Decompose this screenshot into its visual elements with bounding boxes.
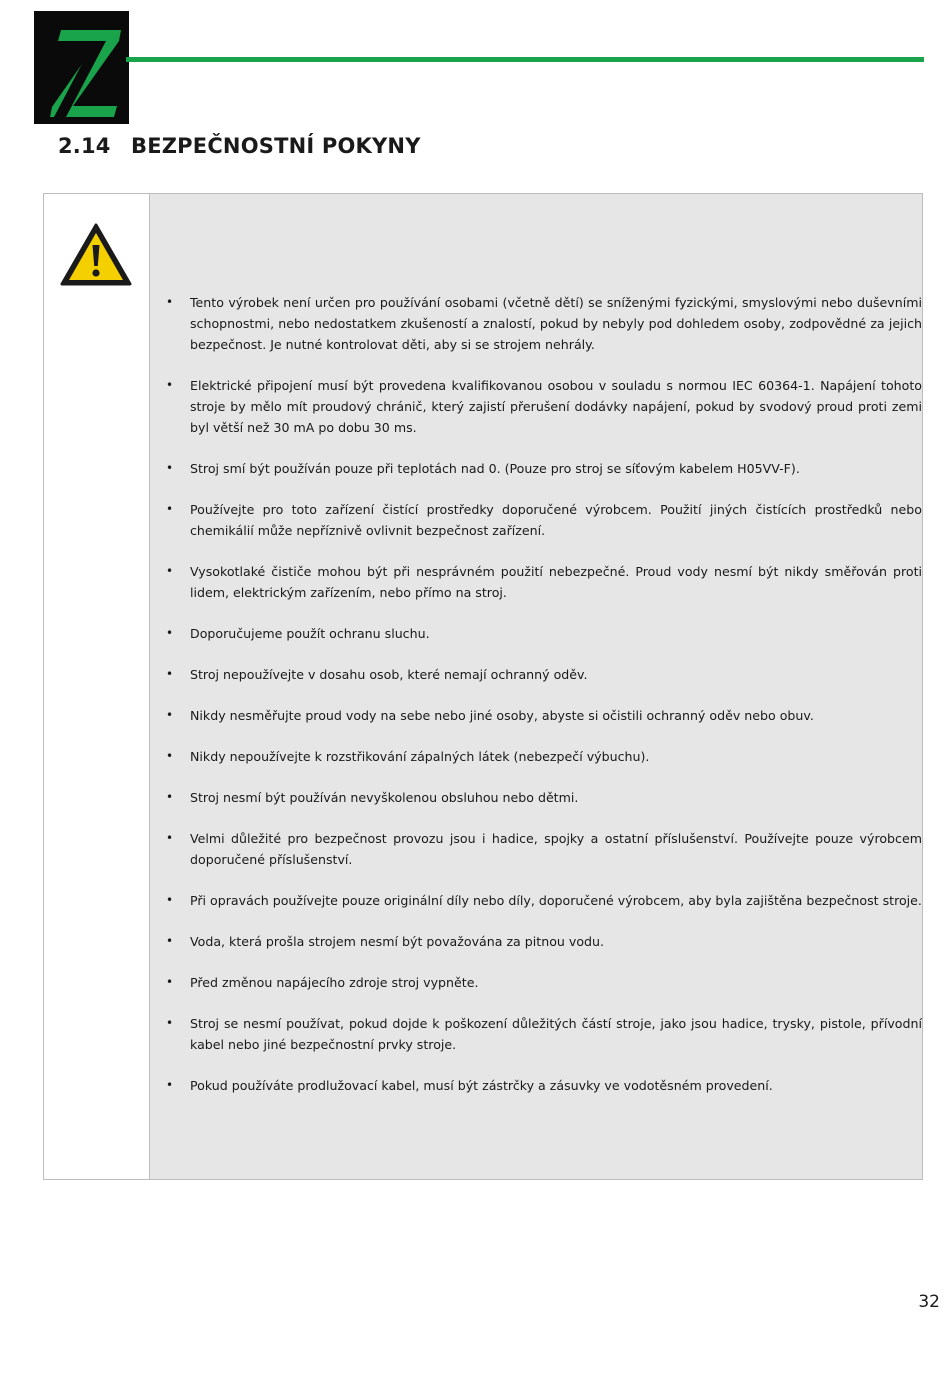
company-logo (34, 11, 129, 124)
section-number: 2.14 (58, 134, 111, 158)
section-title (58, 134, 421, 158)
safety-item (150, 828, 922, 870)
safety-item (150, 292, 922, 355)
safety-item (150, 561, 922, 603)
safety-item-text: Nikdy nesměřujte proud vody na sebe nebo jiné osoby, abyste si očistili ochranný oděv nebo obuv. (190, 708, 814, 723)
safety-item (150, 890, 922, 911)
bullet-glyph: • (166, 749, 174, 763)
safety-item-text: Vysokotlaké čističe mohou být při nesprávném použití nebezpečné. Proud vody nesmí být nikdy směřován proti lidem, elektrickým zařízením, nebo přímo na stroj. (190, 564, 922, 600)
safety-item (150, 787, 922, 808)
safety-item (150, 375, 922, 438)
safety-instructions-box (43, 193, 923, 1180)
safety-item-text: Tento výrobek není určen pro používání osobami (včetně dětí) se sníženými fyzickými, smyslovými nebo duševními schopnostmi, nebo nedostatkem zkušeností a znalostí, pokud by nebyly pod dohledem osoby, zodpovědné za jejich bezpečnost. Je nutné kontrolovat děti, aby si se strojem nehrály. (190, 295, 922, 352)
bullet-glyph: • (166, 831, 174, 845)
safety-item-text: Doporučujeme použít ochranu sluchu. (190, 626, 430, 641)
bullet-glyph: • (166, 502, 174, 516)
safety-item-text: Stroj nesmí být používán nevyškolenou obsluhou nebo dětmi. (190, 790, 579, 805)
safety-item-text: Voda, která prošla strojem nesmí být považována za pitnou vodu. (190, 934, 605, 949)
safety-item-text: Elektrické připojení musí být provedena kvalifikovanou osobou v souladu s normou IEC 60364-1. Napájení tohoto stroje by mělo mít proudový chránič, který zajistí přerušení dodávky napájení, pokud by svodový proud proti zemi byl větší než 30 mA po dobu 30 ms. (190, 378, 922, 435)
bullet-glyph: • (166, 1078, 174, 1092)
bullet-glyph: • (166, 667, 174, 681)
bullet-glyph: • (166, 626, 174, 640)
bullet-glyph: • (166, 1016, 174, 1030)
safety-item (150, 746, 922, 767)
warning-triangle-icon (60, 223, 132, 287)
header-rule (126, 57, 924, 62)
safety-item-text: Používejte pro toto zařízení čistící prostředky doporučené výrobcem. Použití jiných čistících prostředků nebo chemikálií může nepříznivě ovlivnit bezpečnost zařízení. (190, 502, 922, 538)
safety-item (150, 705, 922, 726)
safety-item-text: Stroj nepoužívejte v dosahu osob, které nemají ochranný oděv. (190, 667, 588, 682)
safety-item (150, 458, 922, 479)
bullet-glyph: • (166, 378, 174, 392)
safety-item-text: Stroj smí být používán pouze při teplotách nad 0. (Pouze pro stroj se síťovým kabelem H05VV-F). (190, 461, 800, 476)
safety-item (150, 499, 922, 541)
bullet-glyph: • (166, 564, 174, 578)
safety-item-text: Před změnou napájecího zdroje stroj vypněte. (190, 975, 479, 990)
warning-icon-column (44, 194, 150, 1179)
page-number: 32 (918, 1292, 940, 1312)
safety-item-text: Při opravách používejte pouze originální díly nebo díly, doporučené výrobcem, aby byla zajištěna bezpečnost stroje. (190, 893, 922, 908)
safety-item (150, 623, 922, 644)
bullet-glyph: • (166, 461, 174, 475)
bullet-glyph: • (166, 708, 174, 722)
bullet-glyph: • (166, 893, 174, 907)
z-letter-logo-icon (34, 11, 129, 124)
safety-item-text: Pokud používáte prodlužovací kabel, musí být zástrčky a zásuvky ve vodotěsném provedení. (190, 1078, 773, 1093)
bullet-glyph: • (166, 295, 174, 309)
bullet-glyph: • (166, 790, 174, 804)
safety-item (150, 664, 922, 685)
safety-item (150, 931, 922, 952)
section-title-text: BEZPEČNOSTNÍ POKYNY (131, 134, 421, 158)
bullet-glyph: • (166, 934, 174, 948)
bullet-glyph: • (166, 975, 174, 989)
safety-list (150, 292, 922, 1116)
safety-item-text: Nikdy nepoužívejte k rozstřikování zápalných látek (nebezpečí výbuchu). (190, 749, 650, 764)
safety-item (150, 1013, 922, 1055)
safety-item (150, 1075, 922, 1096)
safety-item (150, 972, 922, 993)
safety-item-text: Stroj se nesmí používat, pokud dojde k poškození důležitých částí stroje, jako jsou hadice, trysky, pistole, přívodní kabel nebo jiné bezpečnostní prvky stroje. (190, 1016, 922, 1052)
safety-item-text: Velmi důležité pro bezpečnost provozu jsou i hadice, spojky a ostatní příslušenství. Používejte pouze výrobcem doporučené příslušenství. (190, 831, 922, 867)
instructions-panel (150, 194, 922, 1179)
